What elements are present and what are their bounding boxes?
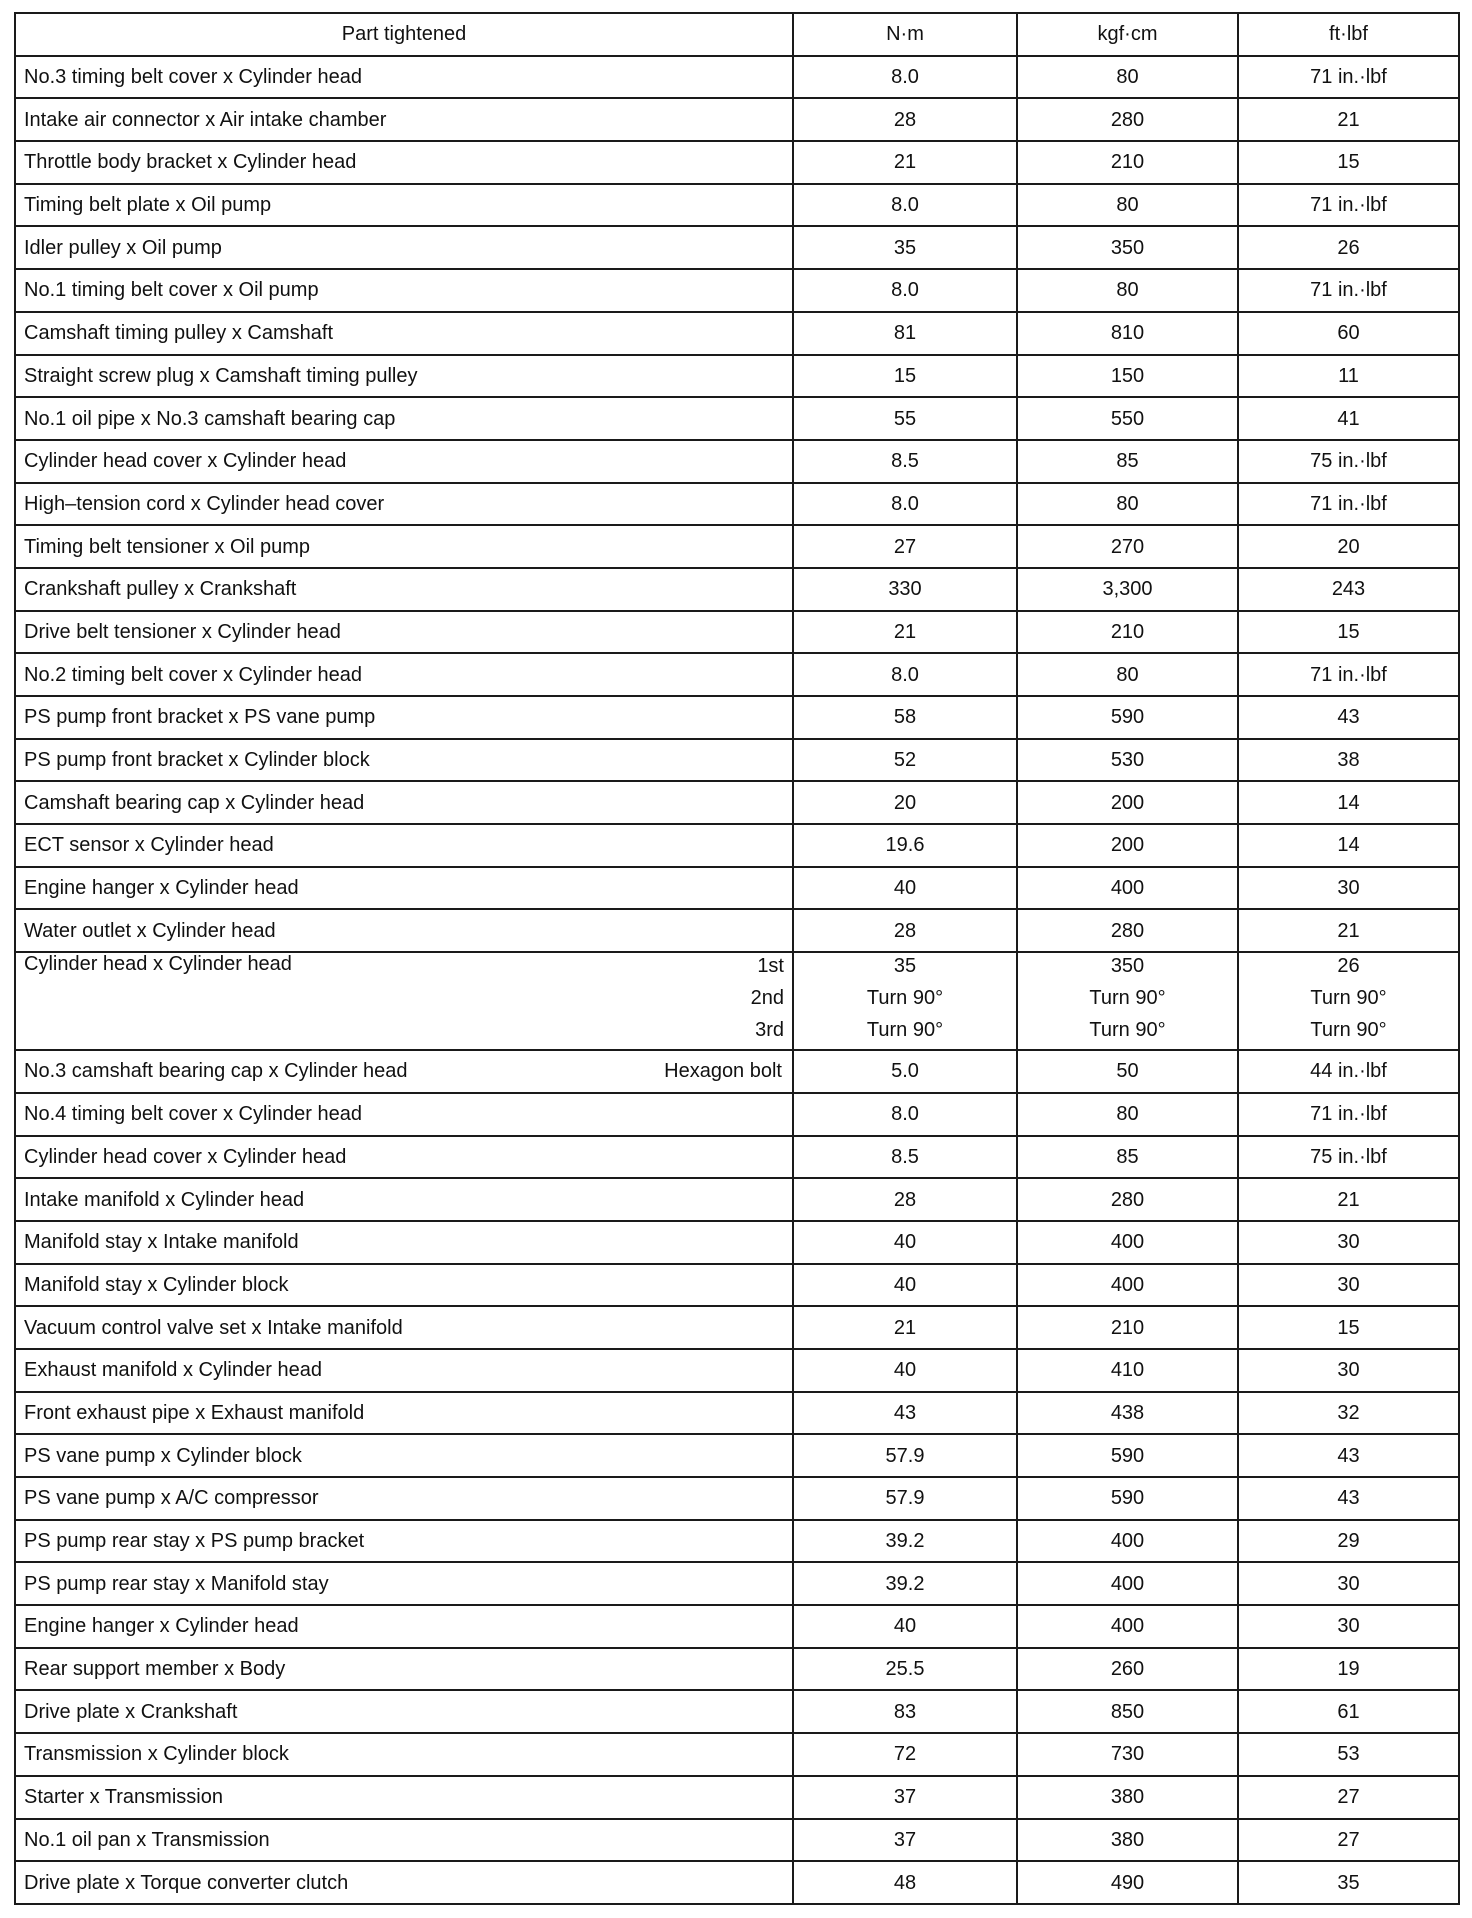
ft-step-value: Turn 90° <box>1310 1019 1387 1042</box>
kgf-step-value: Turn 90° <box>1089 1019 1166 1042</box>
ft-cell: 30 <box>1238 1221 1459 1264</box>
table-row <box>15 1861 1459 1904</box>
nm-cell: 40 <box>793 1264 1017 1307</box>
kgf-cell: 280 <box>1017 909 1238 952</box>
part-cell <box>15 1050 793 1093</box>
kgf-cell: 850 <box>1017 1690 1238 1733</box>
nm-cell: 81 <box>793 312 1017 355</box>
nm-cell: 20 <box>793 781 1017 824</box>
kgf-cell: 85 <box>1017 1136 1238 1179</box>
nm-cell: 37 <box>793 1819 1017 1862</box>
ft-cell: 30 <box>1238 1349 1459 1392</box>
ft-cell: 15 <box>1238 611 1459 654</box>
kgf-cell: 550 <box>1017 397 1238 440</box>
kgf-cell: 210 <box>1017 141 1238 184</box>
part-cell: Manifold stay x Cylinder block <box>15 1264 793 1307</box>
kgf-cell: 590 <box>1017 1434 1238 1477</box>
kgf-cell: 590 <box>1017 696 1238 739</box>
table-row-qualified <box>15 1050 1459 1093</box>
ft-cell: 30 <box>1238 1605 1459 1648</box>
nm-cell: 57.9 <box>793 1434 1017 1477</box>
kgf-cell: 400 <box>1017 1520 1238 1563</box>
ft-cell: 71 in.·lbf <box>1238 269 1459 312</box>
table-row <box>15 1733 1459 1776</box>
ft-cell: 71 in.·lbf <box>1238 184 1459 227</box>
table-row <box>15 1136 1459 1179</box>
part-cell: No.1 timing belt cover x Oil pump <box>15 269 793 312</box>
table-row <box>15 1434 1459 1477</box>
nm-cell: 40 <box>793 867 1017 910</box>
nm-cell <box>793 952 1017 1050</box>
nm-cell: 28 <box>793 909 1017 952</box>
table-row <box>15 1178 1459 1221</box>
header-kgf-cm: kgf·cm <box>1017 13 1238 56</box>
table-row <box>15 696 1459 739</box>
ft-cell: 32 <box>1238 1392 1459 1435</box>
part-cell: Engine hanger x Cylinder head <box>15 1605 793 1648</box>
ft-cell: 60 <box>1238 312 1459 355</box>
table-row <box>15 1349 1459 1392</box>
kgf-cell: 85 <box>1017 440 1238 483</box>
part-cell: Manifold stay x Intake manifold <box>15 1221 793 1264</box>
part-cell: ECT sensor x Cylinder head <box>15 824 793 867</box>
nm-step-value: Turn 90° <box>866 987 944 1010</box>
ft-cell: 43 <box>1238 696 1459 739</box>
kgf-step-value: Turn 90° <box>1089 987 1166 1010</box>
step-label: 3rd <box>755 1019 784 1042</box>
part-cell: High–tension cord x Cylinder head cover <box>15 483 793 526</box>
part-cell: Drive plate x Crankshaft <box>15 1690 793 1733</box>
nm-cell: 5.0 <box>793 1050 1017 1093</box>
header-part: Part tightened <box>15 13 793 56</box>
nm-cell: 8.0 <box>793 184 1017 227</box>
kgf-cell: 380 <box>1017 1776 1238 1819</box>
ft-cell: 11 <box>1238 355 1459 398</box>
ft-cell: 43 <box>1238 1434 1459 1477</box>
kgf-cell: 3,300 <box>1017 568 1238 611</box>
kgf-cell: 260 <box>1017 1648 1238 1691</box>
nm-cell: 48 <box>793 1861 1017 1904</box>
table-row <box>15 312 1459 355</box>
nm-cell: 8.5 <box>793 1136 1017 1179</box>
part-cell: Cylinder head cover x Cylinder head <box>15 1136 793 1179</box>
ft-cell: 41 <box>1238 397 1459 440</box>
kgf-cell: 80 <box>1017 56 1238 99</box>
part-cell: Camshaft bearing cap x Cylinder head <box>15 781 793 824</box>
nm-cell: 15 <box>793 355 1017 398</box>
nm-step-value: Turn 90° <box>866 1019 944 1042</box>
step-label: 1st <box>757 955 784 978</box>
part-cell: Throttle body bracket x Cylinder head <box>15 141 793 184</box>
table-row <box>15 1605 1459 1648</box>
kgf-cell: 400 <box>1017 1264 1238 1307</box>
ft-cell: 71 in.·lbf <box>1238 1093 1459 1136</box>
table-row <box>15 1648 1459 1691</box>
table-row <box>15 1221 1459 1264</box>
nm-cell: 43 <box>793 1392 1017 1435</box>
ft-cell: 71 in.·lbf <box>1238 483 1459 526</box>
part-cell: No.1 oil pipe x No.3 camshaft bearing cap <box>15 397 793 440</box>
ft-cell <box>1238 952 1459 1050</box>
nm-cell: 330 <box>793 568 1017 611</box>
nm-cell: 21 <box>793 141 1017 184</box>
kgf-cell: 200 <box>1017 824 1238 867</box>
ft-step-value: 26 <box>1337 955 1360 978</box>
kgf-cell: 400 <box>1017 1605 1238 1648</box>
nm-cell: 21 <box>793 1306 1017 1349</box>
ft-cell: 21 <box>1238 98 1459 141</box>
table-row <box>15 611 1459 654</box>
kgf-cell: 810 <box>1017 312 1238 355</box>
nm-cell: 39.2 <box>793 1562 1017 1605</box>
part-cell: No.1 oil pan x Transmission <box>15 1819 793 1862</box>
part-cell: Front exhaust pipe x Exhaust manifold <box>15 1392 793 1435</box>
ft-cell: 20 <box>1238 525 1459 568</box>
nm-cell: 40 <box>793 1349 1017 1392</box>
table-row <box>15 1690 1459 1733</box>
nm-step-value: 35 <box>893 955 917 978</box>
part-cell: Transmission x Cylinder block <box>15 1733 793 1776</box>
ft-cell: 43 <box>1238 1477 1459 1520</box>
ft-cell: 75 in.·lbf <box>1238 440 1459 483</box>
nm-cell: 35 <box>793 226 1017 269</box>
table-row <box>15 1520 1459 1563</box>
ft-cell: 27 <box>1238 1776 1459 1819</box>
nm-cell: 8.0 <box>793 269 1017 312</box>
table-row <box>15 1264 1459 1307</box>
ft-cell: 38 <box>1238 739 1459 782</box>
part-cell: PS pump rear stay x Manifold stay <box>15 1562 793 1605</box>
header-row <box>15 13 1459 56</box>
table-row <box>15 1306 1459 1349</box>
ft-cell: 35 <box>1238 1861 1459 1904</box>
kgf-cell: 350 <box>1017 226 1238 269</box>
part-cell <box>15 952 793 1050</box>
ft-cell: 27 <box>1238 1819 1459 1862</box>
kgf-cell: 400 <box>1017 1562 1238 1605</box>
table-row <box>15 184 1459 227</box>
nm-cell: 8.5 <box>793 440 1017 483</box>
kgf-cell: 410 <box>1017 1349 1238 1392</box>
kgf-cell: 80 <box>1017 483 1238 526</box>
kgf-cell: 590 <box>1017 1477 1238 1520</box>
ft-cell: 19 <box>1238 1648 1459 1691</box>
kgf-cell: 200 <box>1017 781 1238 824</box>
kgf-cell: 400 <box>1017 1221 1238 1264</box>
part-cell: Timing belt plate x Oil pump <box>15 184 793 227</box>
table-row <box>15 824 1459 867</box>
part-cell: PS vane pump x Cylinder block <box>15 1434 793 1477</box>
part-cell: Cylinder head cover x Cylinder head <box>15 440 793 483</box>
part-cell: PS pump front bracket x Cylinder block <box>15 739 793 782</box>
ft-cell: 15 <box>1238 1306 1459 1349</box>
ft-cell: 243 <box>1238 568 1459 611</box>
kgf-cell: 490 <box>1017 1861 1238 1904</box>
part-cell: No.4 timing belt cover x Cylinder head <box>15 1093 793 1136</box>
nm-cell: 40 <box>793 1605 1017 1648</box>
nm-cell: 40 <box>793 1221 1017 1264</box>
kgf-cell: 80 <box>1017 1093 1238 1136</box>
table-row <box>15 867 1459 910</box>
step-labels <box>751 953 784 1049</box>
nm-cell: 8.0 <box>793 1093 1017 1136</box>
ft-cell: 14 <box>1238 824 1459 867</box>
part-cell: Camshaft timing pulley x Camshaft <box>15 312 793 355</box>
part-name: No.3 camshaft bearing cap x Cylinder head <box>24 1060 408 1083</box>
nm-cell: 21 <box>793 611 1017 654</box>
nm-cell: 28 <box>793 1178 1017 1221</box>
table-row <box>15 483 1459 526</box>
nm-cell: 8.0 <box>793 653 1017 696</box>
nm-cell: 58 <box>793 696 1017 739</box>
kgf-cell: 80 <box>1017 184 1238 227</box>
part-cell: Drive plate x Torque converter clutch <box>15 1861 793 1904</box>
part-cell: Starter x Transmission <box>15 1776 793 1819</box>
kgf-cell: 270 <box>1017 525 1238 568</box>
kgf-cell: 730 <box>1017 1733 1238 1776</box>
ft-cell: 30 <box>1238 867 1459 910</box>
ft-cell: 30 <box>1238 1562 1459 1605</box>
part-cell: Intake manifold x Cylinder head <box>15 1178 793 1221</box>
header-ft-lbf: ft·lbf <box>1238 13 1459 56</box>
part-name: Cylinder head x Cylinder head <box>24 953 292 976</box>
kgf-cell: 50 <box>1017 1050 1238 1093</box>
kgf-cell: 150 <box>1017 355 1238 398</box>
part-cell: Idler pulley x Oil pump <box>15 226 793 269</box>
table-row <box>15 440 1459 483</box>
part-cell: Water outlet x Cylinder head <box>15 909 793 952</box>
ft-cell: 29 <box>1238 1520 1459 1563</box>
ft-step-value: Turn 90° <box>1310 987 1387 1010</box>
table-row <box>15 568 1459 611</box>
kgf-cell: 280 <box>1017 98 1238 141</box>
table-row <box>15 781 1459 824</box>
part-cell: Engine hanger x Cylinder head <box>15 867 793 910</box>
kgf-cell: 438 <box>1017 1392 1238 1435</box>
table-row <box>15 98 1459 141</box>
step-label: 2nd <box>750 987 784 1010</box>
nm-cell: 8.0 <box>793 56 1017 99</box>
kgf-cell: 80 <box>1017 269 1238 312</box>
nm-cell: 57.9 <box>793 1477 1017 1520</box>
ft-cell: 71 in.·lbf <box>1238 653 1459 696</box>
part-cell: PS vane pump x A/C compressor <box>15 1477 793 1520</box>
nm-cell: 25.5 <box>793 1648 1017 1691</box>
table-row <box>15 56 1459 99</box>
nm-cell: 83 <box>793 1690 1017 1733</box>
kgf-step-value: 350 <box>1110 955 1145 978</box>
ft-cell: 53 <box>1238 1733 1459 1776</box>
header-nm: N·m <box>793 13 1017 56</box>
kgf-cell: 530 <box>1017 739 1238 782</box>
part-cell: Rear support member x Body <box>15 1648 793 1691</box>
kgf-cell <box>1017 952 1238 1050</box>
ft-cell: 75 in.·lbf <box>1238 1136 1459 1179</box>
part-cell: Crankshaft pulley x Crankshaft <box>15 568 793 611</box>
table-row <box>15 397 1459 440</box>
table-row <box>15 1392 1459 1435</box>
table-body <box>15 56 1459 1904</box>
part-cell: Timing belt tensioner x Oil pump <box>15 525 793 568</box>
table-row-stepped <box>15 952 1459 1050</box>
nm-cell: 27 <box>793 525 1017 568</box>
table-row <box>15 1562 1459 1605</box>
ft-cell: 21 <box>1238 909 1459 952</box>
ft-cell: 21 <box>1238 1178 1459 1221</box>
table-row <box>15 909 1459 952</box>
kgf-cell: 400 <box>1017 867 1238 910</box>
nm-cell: 19.6 <box>793 824 1017 867</box>
ft-cell: 71 in.·lbf <box>1238 56 1459 99</box>
part-cell: PS pump front bracket x PS vane pump <box>15 696 793 739</box>
table-row <box>15 1477 1459 1520</box>
ft-cell: 44 in.·lbf <box>1238 1050 1459 1093</box>
table-row <box>15 355 1459 398</box>
ft-cell: 14 <box>1238 781 1459 824</box>
nm-cell: 28 <box>793 98 1017 141</box>
table-row <box>15 525 1459 568</box>
table-row <box>15 141 1459 184</box>
table-row <box>15 653 1459 696</box>
part-cell: PS pump rear stay x PS pump bracket <box>15 1520 793 1563</box>
bolt-qualifier: Hexagon bolt <box>664 1060 782 1083</box>
part-cell: No.2 timing belt cover x Cylinder head <box>15 653 793 696</box>
ft-cell: 61 <box>1238 1690 1459 1733</box>
kgf-cell: 280 <box>1017 1178 1238 1221</box>
table-row <box>15 1819 1459 1862</box>
part-cell: No.3 timing belt cover x Cylinder head <box>15 56 793 99</box>
ft-cell: 26 <box>1238 226 1459 269</box>
nm-cell: 37 <box>793 1776 1017 1819</box>
torque-spec-table <box>14 12 1460 1905</box>
ft-cell: 30 <box>1238 1264 1459 1307</box>
table-row <box>15 739 1459 782</box>
nm-cell: 52 <box>793 739 1017 782</box>
ft-cell: 15 <box>1238 141 1459 184</box>
part-cell: Straight screw plug x Camshaft timing pulley <box>15 355 793 398</box>
part-cell: Exhaust manifold x Cylinder head <box>15 1349 793 1392</box>
nm-cell: 8.0 <box>793 483 1017 526</box>
table-row <box>15 1093 1459 1136</box>
kgf-cell: 380 <box>1017 1819 1238 1862</box>
table-row <box>15 269 1459 312</box>
part-cell: Intake air connector x Air intake chamber <box>15 98 793 141</box>
part-cell: Drive belt tensioner x Cylinder head <box>15 611 793 654</box>
part-cell: Vacuum control valve set x Intake manifold <box>15 1306 793 1349</box>
nm-cell: 72 <box>793 1733 1017 1776</box>
table-row <box>15 226 1459 269</box>
kgf-cell: 210 <box>1017 611 1238 654</box>
kgf-cell: 80 <box>1017 653 1238 696</box>
table-row <box>15 1776 1459 1819</box>
nm-cell: 55 <box>793 397 1017 440</box>
nm-cell: 39.2 <box>793 1520 1017 1563</box>
kgf-cell: 210 <box>1017 1306 1238 1349</box>
